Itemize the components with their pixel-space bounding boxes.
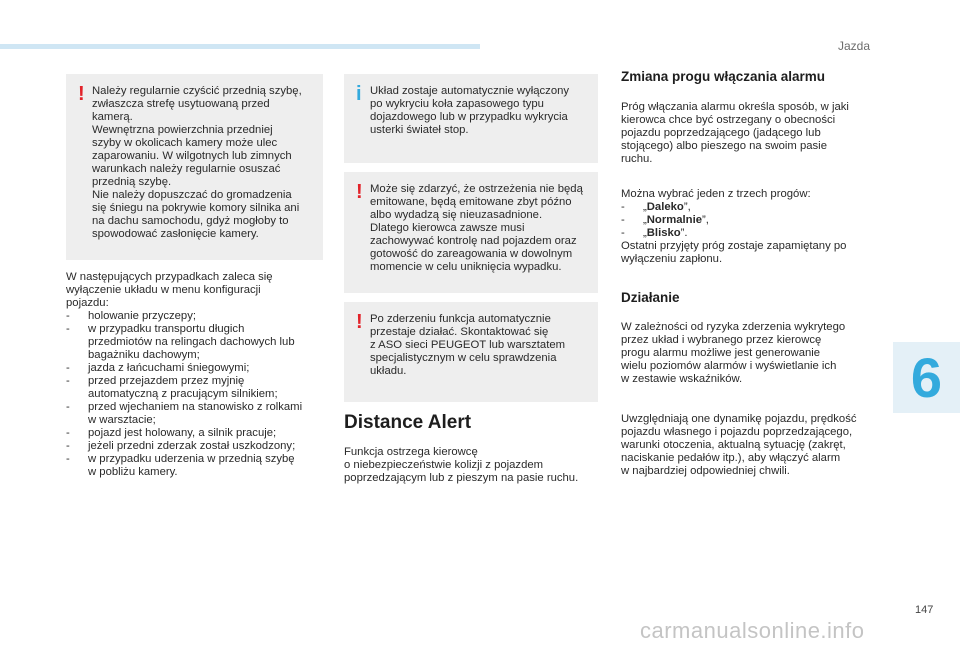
text-line: układu. xyxy=(370,365,407,377)
text-line: na dachu samochodu, gdyż mogłoby to xyxy=(92,215,289,227)
list-item: - przed przejazdem przez myjnię automatyczną z pracującym silnikiem; xyxy=(66,375,278,400)
text-line: naciskanie pedałów itp.), aby włączyć alarm xyxy=(621,452,841,464)
text-line: Ostatni przyjęty próg zostaje zapamiętany po xyxy=(621,240,847,252)
operation-paragraph xyxy=(621,321,883,386)
dynamics-paragraph xyxy=(621,413,891,478)
text-line: Dlatego kierowca zawsze musi xyxy=(370,222,525,234)
warning-text xyxy=(370,183,592,274)
text-line: W zależności od ryzyka zderzenia wykrytego xyxy=(621,321,846,333)
info-icon: i xyxy=(356,83,362,105)
list-item-line: w warsztacie; xyxy=(88,414,156,426)
header-bar xyxy=(0,44,480,49)
list-item-line: w pobliżu kamery. xyxy=(88,466,178,478)
text-line: poprzedzającym lub z pieszym na pasie ruchu. xyxy=(344,472,579,484)
text-line: Po zderzeniu funkcja automatycznie xyxy=(370,313,551,325)
text-line: z ASO sieci PEUGEOT lub warsztatem xyxy=(370,339,566,351)
option-item: - „Daleko”, xyxy=(621,201,691,213)
text-line: wyłączeniu zapłonu. xyxy=(621,253,723,265)
text-line: Układ zostaje automatycznie wyłączony xyxy=(370,85,570,97)
text-line: Nie należy dopuszczać do gromadzenia xyxy=(92,189,292,201)
text-line: o niebezpieczeństwie kolizji z pojazdem xyxy=(344,459,544,471)
text-line: W następujących przypadkach zaleca się xyxy=(66,271,273,283)
threshold-options xyxy=(621,188,883,266)
option-name: Blisko xyxy=(646,227,681,239)
text-line: usterki świateł stop. xyxy=(370,124,469,136)
warning-box-collision xyxy=(344,302,598,402)
list-item-line: jazda z łańcuchami śniegowymi; xyxy=(88,362,250,374)
list-item-line: jeżeli przedni zderzak został uszkodzony; xyxy=(88,440,296,452)
text-line: momencie w celu uniknięcia wypadku. xyxy=(370,261,562,273)
list-item-line: holowanie przyczepy; xyxy=(88,310,197,322)
text-line: Wewnętrzna powierzchnia przedniej xyxy=(92,124,273,136)
text-line: gotowość do zareagowania w dowolnym xyxy=(370,248,573,260)
text-line: progu alarmu możliwe jest generowanie xyxy=(621,347,821,359)
option-item: - „Normalnie”, xyxy=(621,214,709,226)
options-intro: Można wybrać jeden z trzech progów: xyxy=(621,188,811,200)
text-line: emitowane, będą emitowane zbyt późno xyxy=(370,196,572,208)
list-item: - w przypadku transportu długich przedmiotów na relingach dachowych lub bagażniku dachowym; xyxy=(66,323,295,361)
warning-box-alerts xyxy=(344,172,598,293)
text-line: albo wydadzą się nieuzasadnione. xyxy=(370,209,543,221)
text-line: w najbardziej odpowiedniej chwili. xyxy=(621,465,790,477)
text-line: specjalistycznym w celu sprawdzenia xyxy=(370,352,557,364)
chapter-number: 6 xyxy=(910,346,943,409)
list-item-line: w przypadku uderzenia w przednią szybę xyxy=(88,453,295,465)
distance-alert-description xyxy=(344,446,602,485)
text-line: zaparowaniu. W wilgotnych lub zimnych xyxy=(92,150,292,162)
text-line: Funkcja ostrzega kierowcę xyxy=(344,446,478,458)
text-line: przestaje działać. Skontaktować się xyxy=(370,326,549,338)
text-line: pojazdu: xyxy=(66,297,109,309)
intro-paragraph xyxy=(66,271,328,310)
warning-icon: ! xyxy=(356,181,363,203)
text-line: kierowca chce być ostrzegany o obecności xyxy=(621,114,836,126)
text-line: dojazdowego lub w przypadku wykrycia xyxy=(370,111,568,123)
option-name: Normalnie xyxy=(646,214,703,226)
list-item-line: przedmiotów na relingach dachowych lub xyxy=(88,336,295,348)
text-line: warunkach należy regularnie osuszać xyxy=(92,163,281,175)
text-line: stojącego) albo pieszego na swoim pasie xyxy=(621,140,827,152)
info-box-spare-wheel xyxy=(344,74,598,163)
options-note xyxy=(621,240,883,266)
warning-text xyxy=(370,313,592,378)
list-item: - pojazd jest holowany, a silnik pracuje; xyxy=(66,427,277,439)
list-item: - w przypadku uderzenia w przednią szybę w pobliżu kamery. xyxy=(66,453,295,478)
list-item: - jazda z łańcuchami śniegowymi; xyxy=(66,362,250,374)
list-item-line: bagażniku dachowym; xyxy=(88,349,200,361)
text-line: wyłączenie układu w menu konfiguracji xyxy=(66,284,261,296)
list-item-line: automatyczną z pracującym silnikiem; xyxy=(88,388,278,400)
text-line: się śniegu na pokrywie komory silnika ani xyxy=(92,202,300,214)
text-line: pojazdu własnego i pojazdu poprzedzającego, xyxy=(621,426,853,438)
text-line: Uwzględniają one dynamikę pojazdu, prędkość xyxy=(621,413,857,425)
warning-text xyxy=(92,85,317,241)
warning-icon: ! xyxy=(356,311,363,333)
text-line: przez układ i wybranego przez kierowcę xyxy=(621,334,822,346)
text-line: zwłaszcza strefę usytuowaną przed xyxy=(92,98,270,110)
text-line: Należy regularnie czyścić przednią szybę, xyxy=(92,85,302,97)
text-line: Próg włączania alarmu określa sposób, w jaki xyxy=(621,101,849,113)
operation-heading: Działanie xyxy=(621,290,680,305)
text-line: w zestawie wskaźników. xyxy=(621,373,743,385)
text-line: po wykryciu koła zapasowego typu xyxy=(370,98,544,110)
text-line: ruchu. xyxy=(621,153,653,165)
watermark: carmanualsonline.info xyxy=(640,618,865,643)
text-line: pojazdu poprzedzającego (jadącego lub xyxy=(621,127,821,139)
text-line: przednią szybę. xyxy=(92,176,172,188)
threshold-paragraph xyxy=(621,101,883,166)
text-line: zachowywać kontrolę nad pojazdem oraz xyxy=(370,235,577,247)
list-item-line: przed wjechaniem na stanowisko z rolkami xyxy=(88,401,303,413)
list-item: - przed wjechaniem na stanowisko z rolkami w warsztacie; xyxy=(66,401,303,426)
list-item: - holowanie przyczepy; xyxy=(66,310,197,322)
text-line: wielu poziomów alarmów i wyświetlanie ich xyxy=(621,360,837,372)
list-item-line: pojazd jest holowany, a silnik pracuje; xyxy=(88,427,277,439)
text-line: szyby w okolicach kamery może ulec xyxy=(92,137,278,149)
list-item: - jeżeli przedni zderzak został uszkodzony; xyxy=(66,440,296,452)
text-line: Może się zdarzyć, że ostrzeżenia nie będą xyxy=(370,183,583,195)
info-text xyxy=(370,85,592,137)
section-heading: Distance Alert xyxy=(344,412,472,433)
text-line: spowodować zasłonięcie kamery. xyxy=(92,228,259,240)
text-line: kamerą. xyxy=(92,111,133,123)
list-item-line: przed przejazdem przez myjnię xyxy=(88,375,245,387)
page-number: 147 xyxy=(915,604,934,616)
warning-icon: ! xyxy=(78,83,85,105)
text-line: warunki otoczenia, aktualną sytuację (zakręt, xyxy=(621,439,846,451)
list-item-line: w przypadku transportu długich xyxy=(88,323,245,335)
threshold-heading: Zmiana progu włączania alarmu xyxy=(621,69,826,84)
option-name: Daleko xyxy=(646,201,684,213)
disable-cases-list xyxy=(66,310,328,479)
warning-box-camera xyxy=(66,74,323,260)
section-title: Jazda xyxy=(838,39,871,53)
option-item: - „Blisko”. xyxy=(621,227,688,239)
